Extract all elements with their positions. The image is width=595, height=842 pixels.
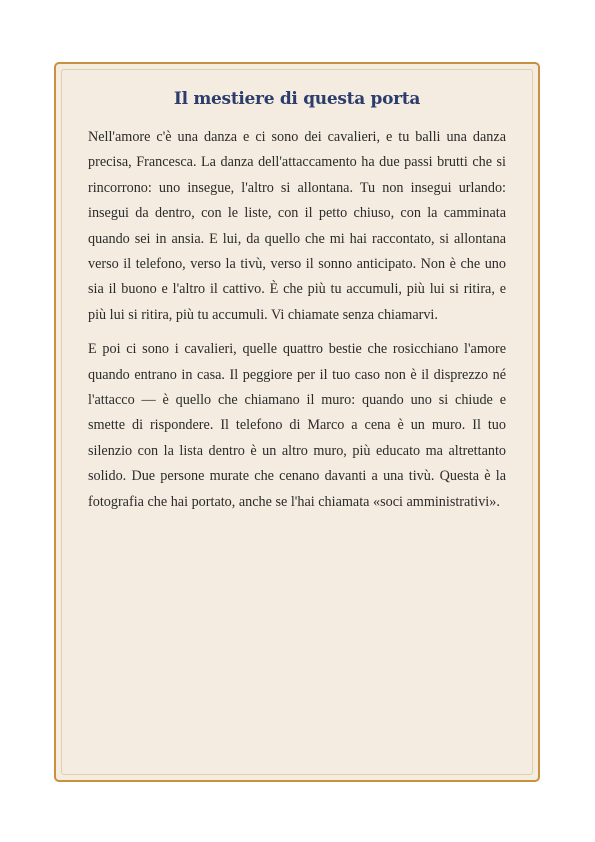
article-content <box>88 86 506 515</box>
paragraph-1: Nell'amore c'è una danza e ci sono dei cavalieri, e tu balli una danza precisa, Francesca. La danza dell'attaccamento ha due passi brutti che si rincorrono: uno insegue, l'altro si allontana. Tu non insegui urlando: insegui da dentro, con le liste, con il petto chiuso, con la camminata quando sei in ansia. E lui, da quello che mi hai raccontato, si allontana verso il telefono, verso la tivù, verso il sonno anticipato. Non è che uno sia il buono e l'altro il cattivo. È che più tu accumuli, più lui si ritira, e più lui si ritira, più tu accumuli. Vi chiamate senza chiamarvi. <box>88 129 506 323</box>
page-frame <box>54 62 540 782</box>
paragraph-2: E poi ci sono i cavalieri, quelle quattro bestie che rosicchiano l'amore quando entrano in casa. Il peggiore per il tuo caso non è il disprezzo né l'attacco — è quello che chiamano il muro: quando uno si chiude e smette di rispondere. Il telefono di Marco a cena è un muro. Il tuo silenzio con la lista dentro è un altro muro, più educato ma altrettanto solido. Due persone murate che cenano davanti a una tivù. Questa è la fotografia che hai portato, anche se l'hai chiamata «soci amministrativi». <box>88 341 506 510</box>
article-title: Il mestiere di questa porta <box>173 89 421 109</box>
